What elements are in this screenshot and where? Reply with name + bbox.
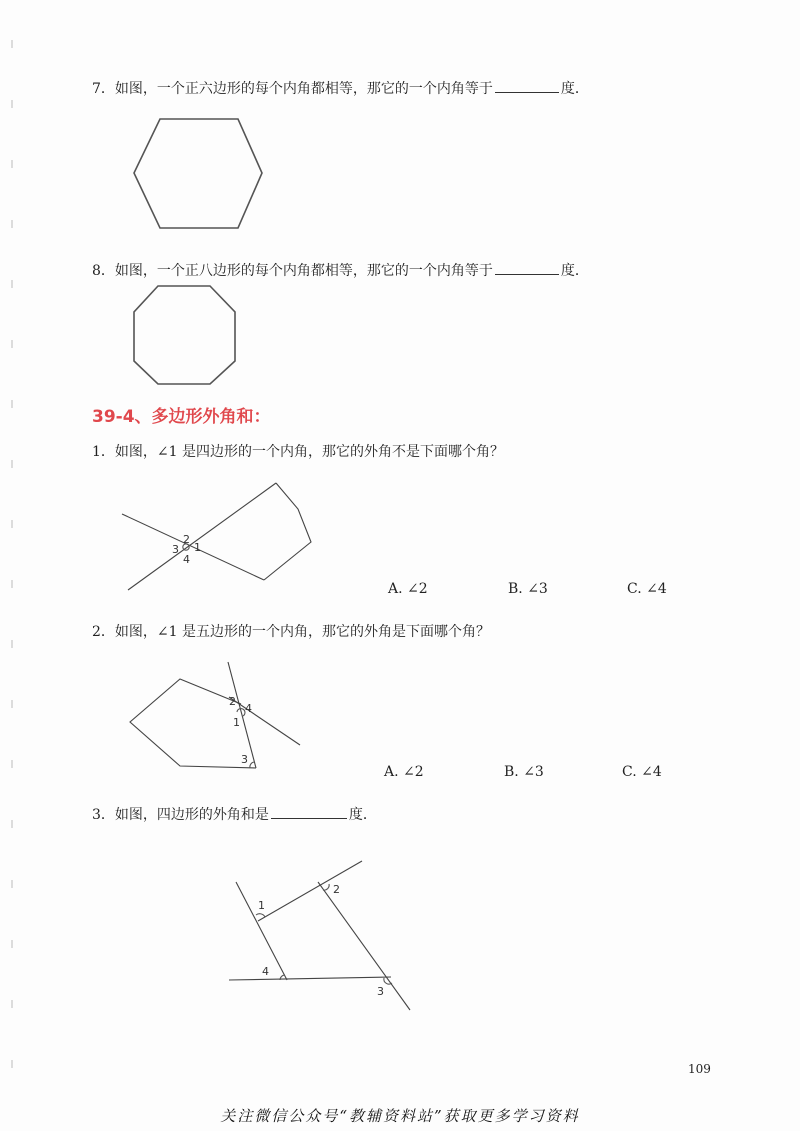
hexagon-figure (134, 119, 262, 228)
section-title: 39-4、多边形外角和： (92, 407, 271, 427)
s3-label-1: 1 (258, 899, 265, 912)
s1-label-1: 1 (194, 541, 201, 554)
footer-note: 关注微信公众号“教辅资料站”获取更多学习资料 (220, 1107, 580, 1125)
s2-label-3: 3 (241, 753, 248, 766)
s2-option-a[interactable]: A. ∠2 (384, 764, 424, 780)
section-question-2-text: 如图，∠1 是五边形的一个内角，那它的外角是下面哪个角？ (114, 624, 491, 640)
s1-option-a[interactable]: A. ∠2 (388, 581, 428, 597)
question-8-number: 8． (92, 263, 115, 279)
s1-option-c[interactable]: C. ∠4 (627, 581, 667, 597)
s2-pentagon-figure (130, 662, 300, 768)
question-8-unit: 度． (560, 263, 589, 279)
s2-label-4: 4 (245, 702, 252, 715)
s1-label-4: 4 (183, 553, 190, 566)
question-7-number: 7． (92, 81, 115, 97)
question-7-text: 如图，一个正六边形的每个内角都相等，那它的一个内角等于 (114, 81, 493, 97)
s1-label-2: 2 (183, 533, 190, 546)
s3-label-3: 3 (377, 985, 384, 998)
s1-label-3: 3 (172, 543, 179, 556)
s2-label-2: 2 (229, 695, 236, 708)
question-7-unit: 度． (560, 81, 589, 97)
octagon-figure (134, 286, 235, 384)
page-number: 109 (688, 1062, 711, 1076)
section-question-1-text: 如图，∠1 是四边形的一个内角，那它的外角不是下面哪个角？ (114, 444, 505, 460)
s1-option-b[interactable]: B. ∠3 (508, 581, 548, 597)
s2-option-b[interactable]: B. ∠3 (504, 764, 544, 780)
section-question-1-number: 1． (92, 444, 115, 460)
s1-quadrilateral-figure (122, 483, 311, 590)
s2-option-c[interactable]: C. ∠4 (622, 764, 662, 780)
section-question-3-unit: 度． (348, 807, 377, 823)
s2-label-1: 1 (233, 716, 240, 729)
section-question-2-number: 2． (92, 624, 115, 640)
question-8-text: 如图，一个正八边形的每个内角都相等，那它的一个内角等于 (114, 263, 493, 279)
section-question-3-number: 3． (92, 807, 115, 823)
s3-label-4: 4 (262, 965, 269, 978)
section-question-3-text: 如图，四边形的外角和是 (114, 807, 269, 823)
s3-label-2: 2 (333, 883, 340, 896)
